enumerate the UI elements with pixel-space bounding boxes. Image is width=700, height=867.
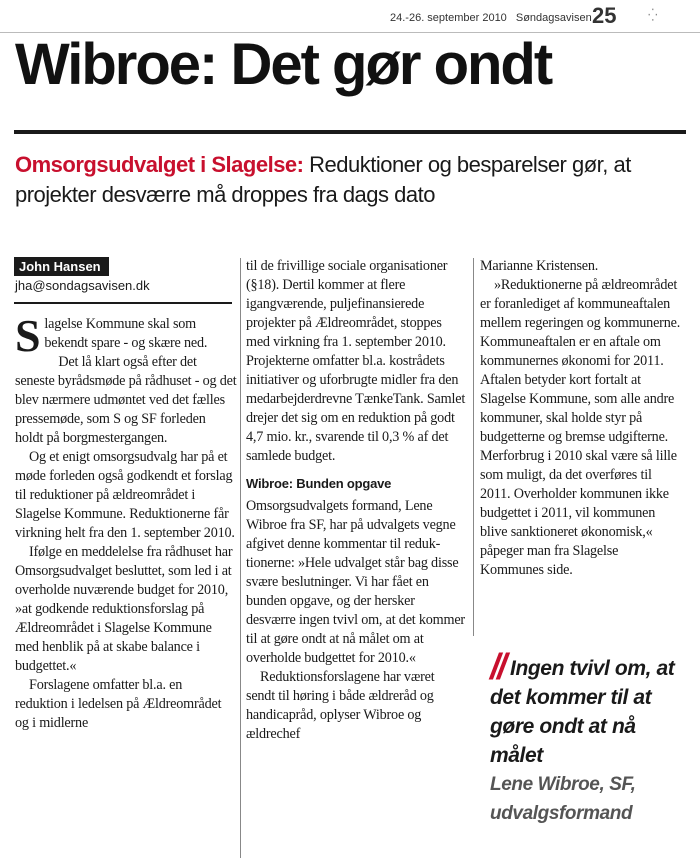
registration-mark-icon: ⁛: [648, 8, 658, 22]
drop-cap: S: [15, 310, 41, 361]
paragraph: »Reduktionerne på ældreområdet er foranlediget af kommuneaftalen mellem regeringen og kommunerne. Kommuneaftalen er en aftale om kommunernes økonomi for 2011. Aftalen betyder kort fortalt at Slagelse Kommune, som alle andre kommuner, skal holde styr på budgetterne og bremse udgifterne. Merforbrug i 2010 skal være så lille som muligt, da det overføres til 2011. Overholder kommunen ikke budgettet i 2011, vil kommunen blive sanktioneret økonomisk,« påpeger man fra Slagelse Kommunes side.: [480, 277, 681, 578]
author-email[interactable]: jha@sondagsavisen.dk: [15, 278, 150, 293]
section-heading: Wibroe: Bunden opgave: [246, 476, 392, 491]
paragraph: Omsorgsudvalgets formand, Lene Wibroe fra SF, har på udvalgets vegne afgivet denne kommentar til reduktionerne: »Hele udvalget står bag disse svære beslutninger. Vi har fået en bunden opgave, og der hersker desværre ingen tvivl om, at det kommer til at gøre ondt at nå målet om at overholde budgettet for 2010.«: [246, 498, 465, 666]
quote-mark-icon: //: [490, 646, 505, 687]
pull-quote-attribution: Lene Wibroe, SF, udvalgsformand: [490, 774, 636, 824]
paragraph: til de frivillige sociale organisationer (§18). Dertil kommer at flere igangværende, puljefinansierede projekter på Ældreområdet, stoppes med virkning fra 1. september 2010. Projekterne omfatter bl.a. kostrådets initiativer og uforbrugte midler fra den medarbejderdrevne TænkeTank. Samlet drejer det sig om en reduktion på godt 4,7 mio. kr., svarende til 0,3 % af det samlede budget.: [246, 258, 466, 464]
publication-name: Søndagsavisen: [515, 12, 592, 24]
paragraph: Marianne Kristensen.: [480, 258, 599, 274]
byline-rule: [14, 302, 232, 304]
kicker: Omsorgsudvalget i Slagelse:: [15, 152, 304, 177]
subheadline: [15, 150, 690, 210]
article-column-3: [480, 257, 685, 580]
article-column-2: [246, 257, 466, 744]
paragraph: Forslagene omfatter bl.a. en reduktion i ledelsen på Ældreområdet og i midlerne: [15, 677, 222, 731]
article-column-1: [15, 310, 237, 733]
issue-date: 24.-26. september 2010: [390, 12, 507, 24]
paragraph: Ifølge en meddelelse fra rådhuset har Omsorgsudvalget besluttet, som led i at overholde nuværende budget for 2010, »at godkende reduktionsforslag på Ældreområdet i Slagelse Kommune med henblik på at skabe balance i budgettet.«: [15, 544, 233, 674]
author-byline: John Hansen: [14, 257, 109, 276]
paragraph: Og et enigt omsorgsudvalg har på et møde forleden også godkendt et forslag til reduktioner på ældreområdet i Slagelse Kommune. Reduktionerne får virkning helt fra den 1. september 2010.: [15, 449, 235, 541]
pull-quote: [490, 646, 690, 828]
column-divider: [240, 258, 241, 858]
headline: Wibroe: Det gør ondt: [15, 32, 552, 97]
headline-rule: [14, 130, 686, 134]
lead-paragraph: Slagelse Kommune skal som bekendt spare - og skære ned.: [15, 310, 208, 361]
page-number: 25: [592, 3, 617, 28]
dateline: [390, 12, 598, 24]
subheadline-text: Reduktioner og besparelser gør, at projekter desværre må droppes fra dags dato: [15, 152, 631, 207]
paragraph: Reduktionsforslagene har været sendt til høring i både ældreråd og handicapråd, oplyser Wibroe og ældrechef: [246, 669, 435, 742]
page-header: [0, 0, 700, 33]
pull-quote-text: // Ingen tvivl om, at det kommer til at gøre ondt at nå målet: [490, 646, 675, 767]
column-divider: [473, 258, 474, 636]
paragraph: Det lå klart også efter det seneste byrådsmøde på rådhuset - og det blev nærmere udmøntet ved det fælles pressemøde, som S og SF forleden holdt på borgmestergangen.: [15, 354, 237, 446]
